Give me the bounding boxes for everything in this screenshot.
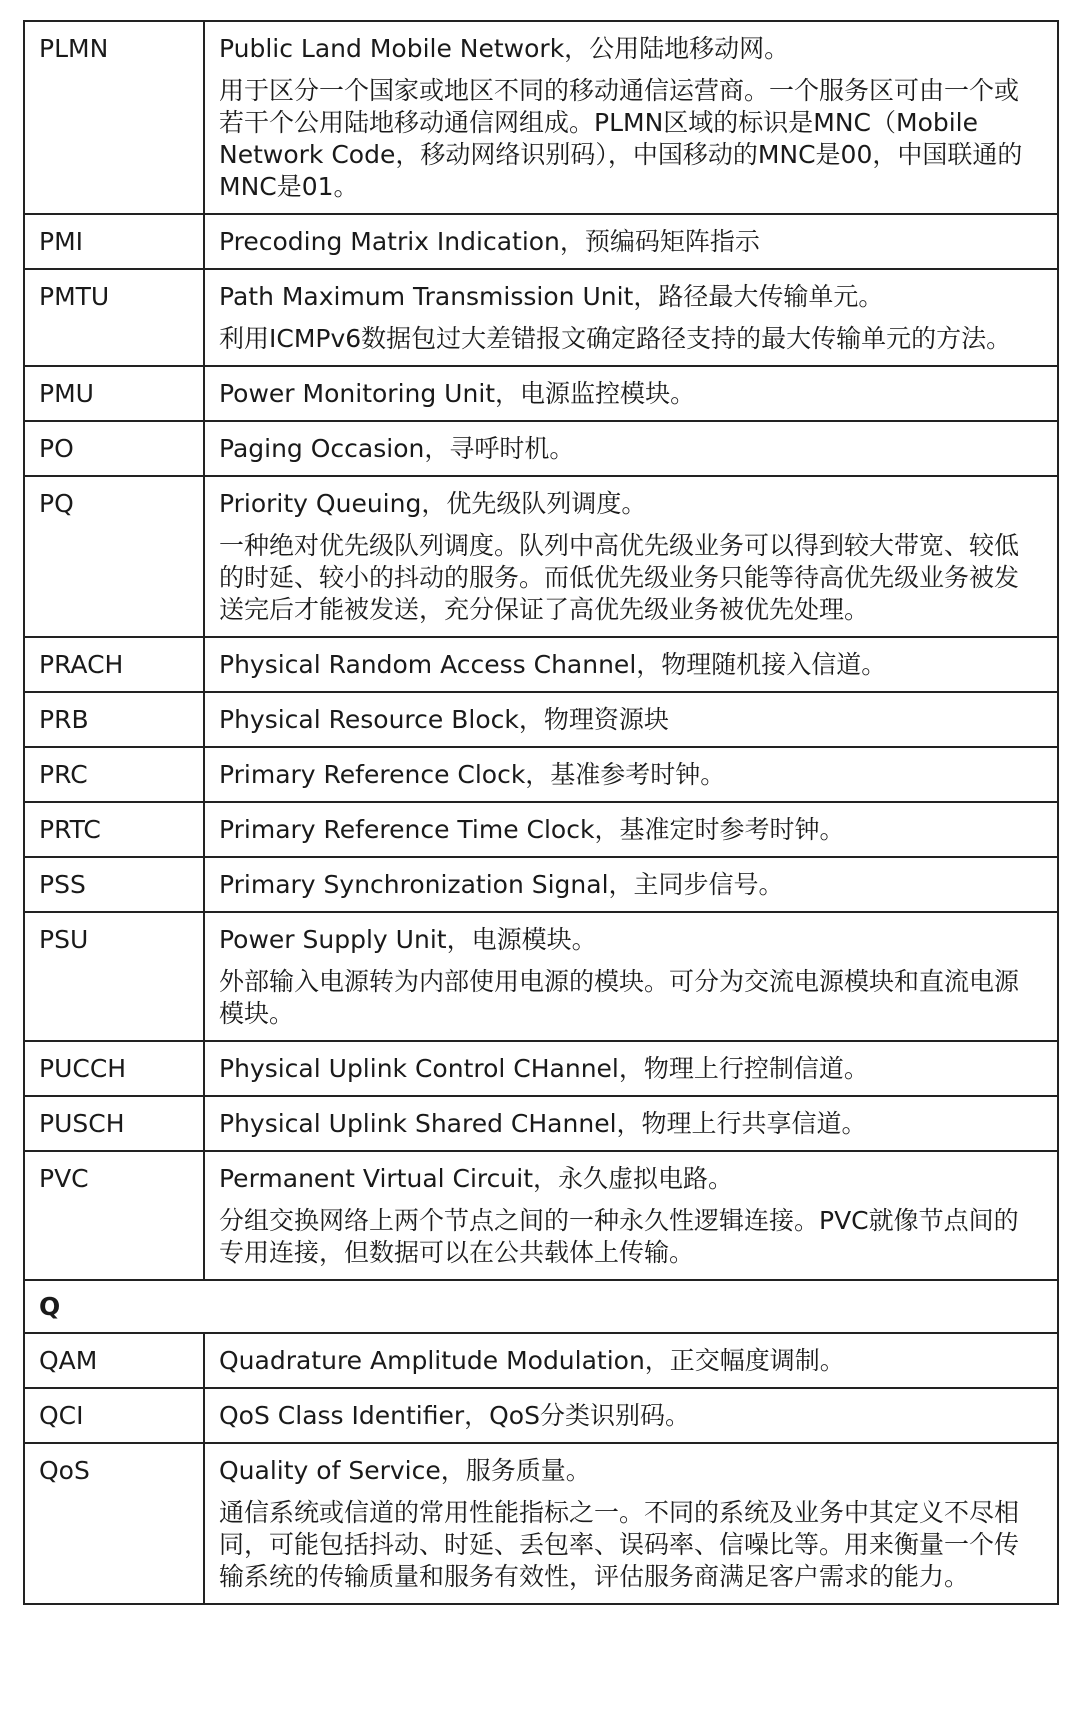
table-row — [24, 366, 1058, 421]
table-row — [24, 1333, 1058, 1388]
definition-text: Power Monitoring Unit，电源监控模块。 — [219, 379, 696, 408]
definition-text: Precoding Matrix Indication，预编码矩阵指示 — [219, 227, 760, 256]
definition-cell — [204, 214, 1058, 269]
term-cell: PRC — [24, 747, 204, 802]
definition-detail: 分组交换网络上两个节点之间的一种永久性逻辑连接。PVC就像节点间的专用连接，但数据可以在公共载体上传输。 — [219, 1206, 1019, 1267]
term-cell: PRACH — [24, 637, 204, 692]
definition-text: Path Maximum Transmission Unit，路径最大传输单元。 — [219, 282, 884, 311]
table-row — [24, 1041, 1058, 1096]
table-row — [24, 21, 1058, 214]
term-cell: PVC — [24, 1151, 204, 1280]
definition-text: Physical Resource Block，物理资源块 — [219, 705, 669, 734]
term-cell: PUSCH — [24, 1096, 204, 1151]
table-row — [24, 1388, 1058, 1443]
section-heading-q: Q — [24, 1280, 1058, 1333]
definition-cell — [204, 1096, 1058, 1151]
table-row — [24, 637, 1058, 692]
term-cell: QAM — [24, 1333, 204, 1388]
definition-cell — [204, 637, 1058, 692]
table-row — [24, 421, 1058, 476]
definition-cell — [204, 1041, 1058, 1096]
term-cell: PMTU — [24, 269, 204, 366]
definition-detail: 用于区分一个国家或地区不同的移动通信运营商。一个服务区可由一个或若干个公用陆地移动通信网组成。PLMN区域的标识是MNC（Mobile Network Code，移动网络识别码），中国移动的MNC是00，中国联通的MNC是01。 — [219, 76, 1023, 201]
table-row — [24, 912, 1058, 1041]
definition-detail: 通信系统或信道的常用性能指标之一。不同的系统及业务中其定义不尽相同，可能包括抖动、时延、丢包率、误码率、信噪比等。用来衡量一个传输系统的传输质量和服务有效性，评估服务商满足客户需求的能力。 — [219, 1498, 1020, 1591]
definition-cell — [204, 21, 1058, 214]
table-row — [24, 476, 1058, 637]
table-row — [24, 1151, 1058, 1280]
table-row — [24, 1443, 1058, 1604]
definition-text: Priority Queuing，优先级队列调度。 — [219, 489, 647, 518]
definition-text: Paging Occasion，寻呼时机。 — [219, 434, 575, 463]
term-cell: PMI — [24, 214, 204, 269]
term-cell: QCI — [24, 1388, 204, 1443]
term-cell: PSS — [24, 857, 204, 912]
table-row — [24, 802, 1058, 857]
term-cell: PO — [24, 421, 204, 476]
table-row — [24, 857, 1058, 912]
definition-cell — [204, 857, 1058, 912]
definition-cell — [204, 1388, 1058, 1443]
term-cell: PLMN — [24, 21, 204, 214]
term-cell: PSU — [24, 912, 204, 1041]
definition-cell — [204, 476, 1058, 637]
definition-cell — [204, 1443, 1058, 1604]
definition-text: Physical Random Access Channel，物理随机接入信道。 — [219, 650, 887, 679]
definition-cell — [204, 366, 1058, 421]
definition-text: QoS Class Identifier，QoS分类识别码。 — [219, 1401, 690, 1430]
table-row — [24, 269, 1058, 366]
definition-text: Quadrature Amplitude Modulation，正交幅度调制。 — [219, 1346, 845, 1375]
definition-detail: 利用ICMPv6数据包过大差错报文确定路径支持的最大传输单元的方法。 — [219, 324, 1012, 353]
definition-text: Physical Uplink Control CHannel，物理上行控制信道。 — [219, 1054, 869, 1083]
definition-text: Physical Uplink Shared CHannel，物理上行共享信道。 — [219, 1109, 867, 1138]
definition-cell — [204, 269, 1058, 366]
definition-cell — [204, 747, 1058, 802]
term-cell: QoS — [24, 1443, 204, 1604]
table-row — [24, 1096, 1058, 1151]
definition-text: Primary Synchronization Signal，主同步信号。 — [219, 870, 784, 899]
term-cell: PUCCH — [24, 1041, 204, 1096]
definition-cell — [204, 912, 1058, 1041]
table-row — [24, 692, 1058, 747]
term-cell: PRB — [24, 692, 204, 747]
definition-text: Public Land Mobile Network，公用陆地移动网。 — [219, 34, 790, 63]
definition-text: Power Supply Unit，电源模块。 — [219, 925, 597, 954]
definition-cell — [204, 1151, 1058, 1280]
term-cell: PRTC — [24, 802, 204, 857]
definition-cell — [204, 421, 1058, 476]
term-cell: PQ — [24, 476, 204, 637]
definition-text: Quality of Service，服务质量。 — [219, 1456, 591, 1485]
definition-cell — [204, 1333, 1058, 1388]
definition-text: Primary Reference Time Clock，基准定时参考时钟。 — [219, 815, 845, 844]
definition-detail: 外部输入电源转为内部使用电源的模块。可分为交流电源模块和直流电源模块。 — [219, 967, 1020, 1028]
definition-cell — [204, 802, 1058, 857]
definition-detail: 一种绝对优先级队列调度。队列中高优先级业务可以得到较大带宽、较低的时延、较小的抖动的服务。而低优先级业务只能等待高优先级业务被发送完后才能被发送，充分保证了高优先级业务被优先处理。 — [219, 531, 1020, 624]
table-row — [24, 214, 1058, 269]
definition-text: Primary Reference Clock，基准参考时钟。 — [219, 760, 726, 789]
definition-cell — [204, 692, 1058, 747]
definition-text: Permanent Virtual Circuit，永久虚拟电路。 — [219, 1164, 734, 1193]
table-row — [24, 747, 1058, 802]
term-cell: PMU — [24, 366, 204, 421]
glossary-table — [23, 20, 1059, 1605]
section-header-row — [24, 1280, 1058, 1333]
